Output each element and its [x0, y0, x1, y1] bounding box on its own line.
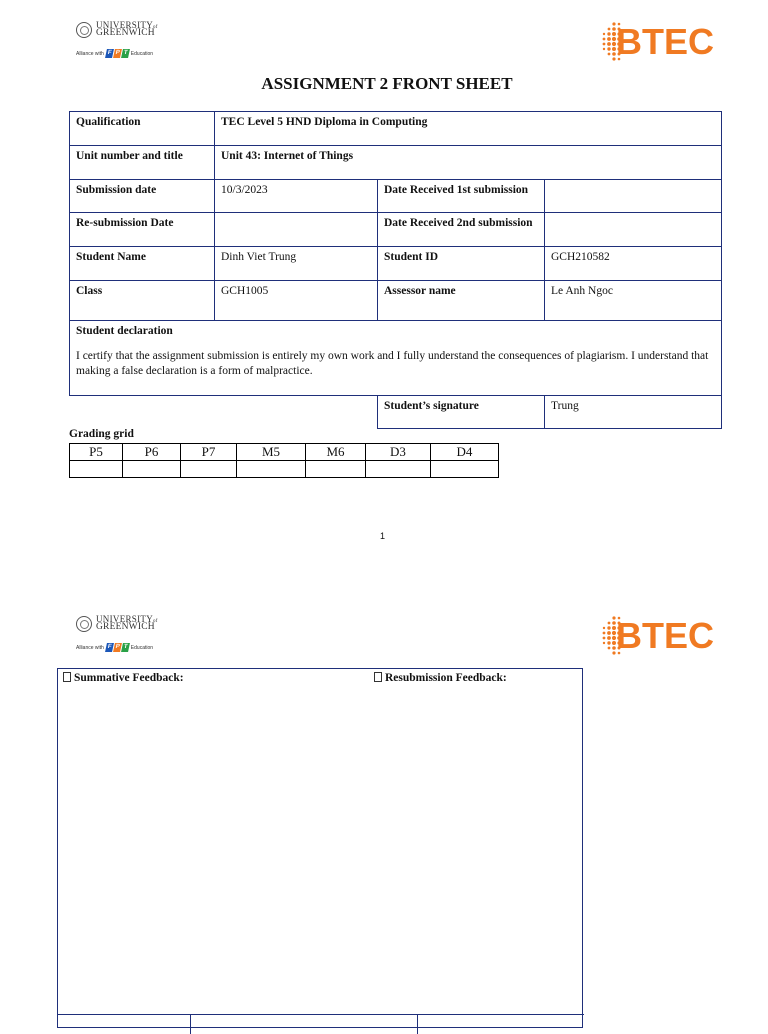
university-of-greenwich-logo: [76, 614, 166, 656]
university-of-greenwich-logo: [76, 20, 166, 62]
page-number: 1: [380, 531, 386, 541]
university-of-text: of: [153, 619, 158, 624]
grade-header-d3: D3: [366, 444, 431, 461]
student-name-label: Student Name: [76, 251, 146, 263]
greenwich-text: GREENWICH: [96, 28, 155, 38]
date-received-2-label: Date Received 2nd submission: [384, 217, 533, 229]
fpt-letter: T: [121, 643, 130, 652]
submission-date-value[interactable]: 10/3/2023: [221, 184, 268, 196]
resubmission-date-label: Re-submission Date: [76, 217, 174, 229]
summative-feedback-label: Summative Feedback:: [74, 672, 184, 684]
qualification-value: TEC Level 5 HND Diploma in Computing: [221, 116, 428, 128]
grading-header-row: [70, 444, 499, 461]
btec-wordmark: BTEC: [616, 615, 714, 656]
grade-cell-p7[interactable]: [181, 461, 237, 478]
education-text: Education: [130, 644, 154, 651]
assessor-label: Assessor name: [384, 285, 456, 297]
grade-header-m5: M5: [237, 444, 306, 461]
fpt-letter: P: [114, 50, 121, 56]
feedback-box: [57, 668, 583, 1028]
qualification-label: Qualification: [76, 116, 141, 128]
fpt-letter: T: [121, 49, 130, 58]
alliance-text: Alliance with: [76, 644, 104, 651]
grade-header-p5: P5: [70, 444, 123, 461]
resubmission-feedback-checkbox[interactable]: [374, 672, 382, 682]
grade-cell-p5[interactable]: [70, 461, 123, 478]
grade-cell-d4[interactable]: [431, 461, 499, 478]
grade-cell-d3[interactable]: [366, 461, 431, 478]
feedback-bottom-divider: [58, 1014, 584, 1015]
page-title: ASSIGNMENT 2 FRONT SHEET: [261, 74, 513, 93]
unit-value: Unit 43: Internet of Things: [221, 150, 354, 162]
fpt-logo: [106, 643, 129, 652]
btec-logo: [600, 20, 720, 64]
grade-header-d4: D4: [431, 444, 499, 461]
alliance-text: Alliance with: [76, 50, 104, 57]
front-sheet-table: [69, 111, 722, 429]
student-name-value[interactable]: Dinh Viet Trung: [221, 251, 297, 263]
student-id-value[interactable]: GCH210582: [551, 251, 610, 263]
fpt-logo: [106, 49, 129, 58]
summative-feedback-checkbox[interactable]: [63, 672, 71, 682]
fpt-letter: F: [105, 643, 114, 652]
grade-header-m6: M6: [306, 444, 366, 461]
university-text: UNIVERSITY: [96, 614, 153, 624]
class-label: Class: [76, 285, 103, 297]
grade-cell-m6[interactable]: [306, 461, 366, 478]
signature-label: Student’s signature: [384, 400, 479, 412]
grade-header-p7: P7: [181, 444, 237, 461]
greenwich-crest-icon: [76, 616, 92, 632]
resubmission-date-value[interactable]: [214, 212, 377, 246]
class-value[interactable]: GCH1005: [221, 285, 269, 297]
education-text: Education: [130, 50, 154, 57]
date-received-1-value[interactable]: [544, 179, 722, 212]
fpt-letter: P: [114, 644, 121, 650]
grading-value-row: [70, 461, 499, 478]
declaration-heading: Student declaration: [76, 325, 173, 337]
declaration-text: I certify that the assignment submission is entirely my own work and I fully understand the consequences of plagiarism. I understand that making a false declaration is a form of malpractice.: [76, 350, 709, 377]
resubmission-feedback-label: Resubmission Feedback:: [385, 672, 507, 684]
btec-logo: [600, 614, 720, 658]
greenwich-text: GREENWICH: [96, 622, 155, 632]
university-text: UNIVERSITY: [96, 20, 153, 30]
btec-wordmark: BTEC: [616, 21, 714, 62]
date-received-2-value[interactable]: [544, 212, 722, 246]
signature-value[interactable]: Trung: [551, 400, 579, 412]
grade-cell-m5[interactable]: [237, 461, 306, 478]
student-id-label: Student ID: [384, 251, 439, 263]
grading-grid-table: [69, 443, 499, 478]
submission-date-label: Submission date: [76, 184, 157, 196]
assessor-value[interactable]: Le Anh Ngoc: [551, 285, 613, 297]
university-of-text: of: [153, 25, 158, 30]
date-received-1-label: Date Received 1st submission: [384, 184, 529, 196]
unit-label: Unit number and title: [76, 150, 183, 162]
grading-grid-label: Grading grid: [69, 428, 134, 440]
grade-header-p6: P6: [123, 444, 181, 461]
greenwich-crest-icon: [76, 22, 92, 38]
grade-cell-p6[interactable]: [123, 461, 181, 478]
fpt-letter: F: [105, 49, 114, 58]
